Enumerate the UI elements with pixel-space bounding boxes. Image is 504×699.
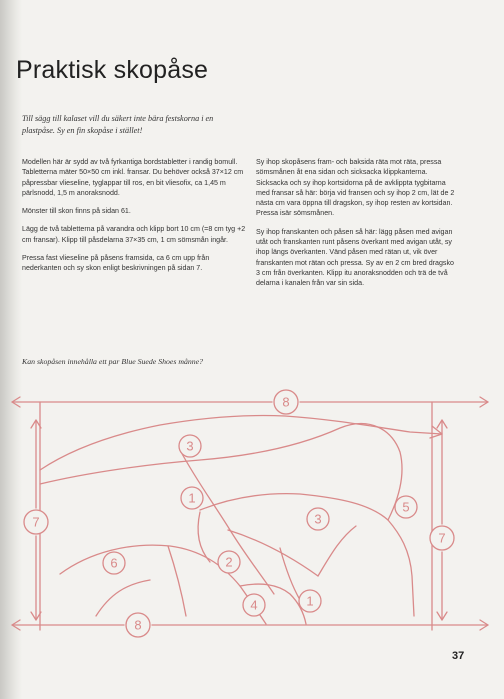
pattern-caption: Kan skopåsen innehålla ett par Blue Suede Shoes månne? [22,357,204,366]
label-piece-3-mid: 3 [314,511,322,527]
paragraph-cutting: Lägg de två tabletterna på varandra och klipp bort 10 cm (=8 cm tyg +2 cm fransar). Klipp till påsdelarna 37×35 cm, 1 cm sömsmån ingår. [22,225,246,244]
intro-text: Till sägg till kalaset vill du säkert inte bära festskorna i en plastpåse. Sy en fin skopåse i stället! [22,114,214,135]
label-left-arrow: 7 [32,514,40,530]
paragraph-applique: Pressa fast vlieseline på påsens framsida, ca 6 cm upp från nederkanten och sy skon enligt beskrivningen på sidan 7. [22,254,210,273]
page-title: Praktisk skopåse [16,56,209,84]
label-piece-5: 5 [402,499,410,515]
shoe-top-line [40,424,402,520]
label-top-arrow: 8 [282,394,290,410]
label-piece-4: 4 [250,597,258,613]
label-piece-6: 6 [110,555,118,571]
shoe-applique-pattern [0,380,504,650]
piece-divider-10 [168,546,186,616]
paragraph-pattern-ref: Mönster till skon finns på sidan 61. [22,207,131,216]
right-column [256,157,456,297]
page-number: 37 [452,650,465,662]
piece-divider-8 [280,548,300,600]
label-right-arrow: 7 [438,530,446,546]
left-column [22,157,248,282]
piece-divider-9 [96,580,150,616]
piece-divider-6 [318,526,356,576]
paragraph-finishing: Sy ihop franskanten och påsen så här: lägg påsen med avigan utåt och franskanten runt påsens överkant med avigan utåt, sy ihop längs överkanten. Vänd påsen med rätan ut, vik över franskanten mot rätan och pressa. Sy av en 2 cm bred dragsko 3 cm från överkanten. Klipp itu anoraksnodden och trä de två delarna i kanalen från var sin sida. [256,227,454,288]
label-piece-3-top: 3 [186,438,194,454]
label-piece-2: 2 [225,554,233,570]
label-bottom-arrow: 8 [134,617,142,633]
label-piece-1-bottom: 1 [306,593,314,609]
piece-divider-5 [228,530,318,576]
upper-curve [40,415,442,470]
paragraph-materials: Modellen här är sydd av två fyrkantiga bordstabletter i randig bomull. Tabletterna mäter 50×50 cm inkl. fransar. Du behöver också 37×12 cm påpressbar vlieseline, tyglappar till ros, en bit vliesofix, ca 1,45 m pärlsnodd, 1,5 m anoraksnodd. [22,158,244,197]
label-piece-1-top: 1 [188,490,196,506]
paragraph-sewing: Sy ihop skopåsens fram- och baksida räta mot räta, pressa sömsmånen åt ena sidan och sicksacka klippkanterna. Sicksacka och sy ihop kortsidorna på de avklippta tygbitarna med fransar så här: börja vid fransen och sy ihop 2 cm, lät de 2 nästa cm vara öppna till dragskon, sy ihop resten av kortsidan. Pressa isär sömsmånen. [256,158,455,218]
